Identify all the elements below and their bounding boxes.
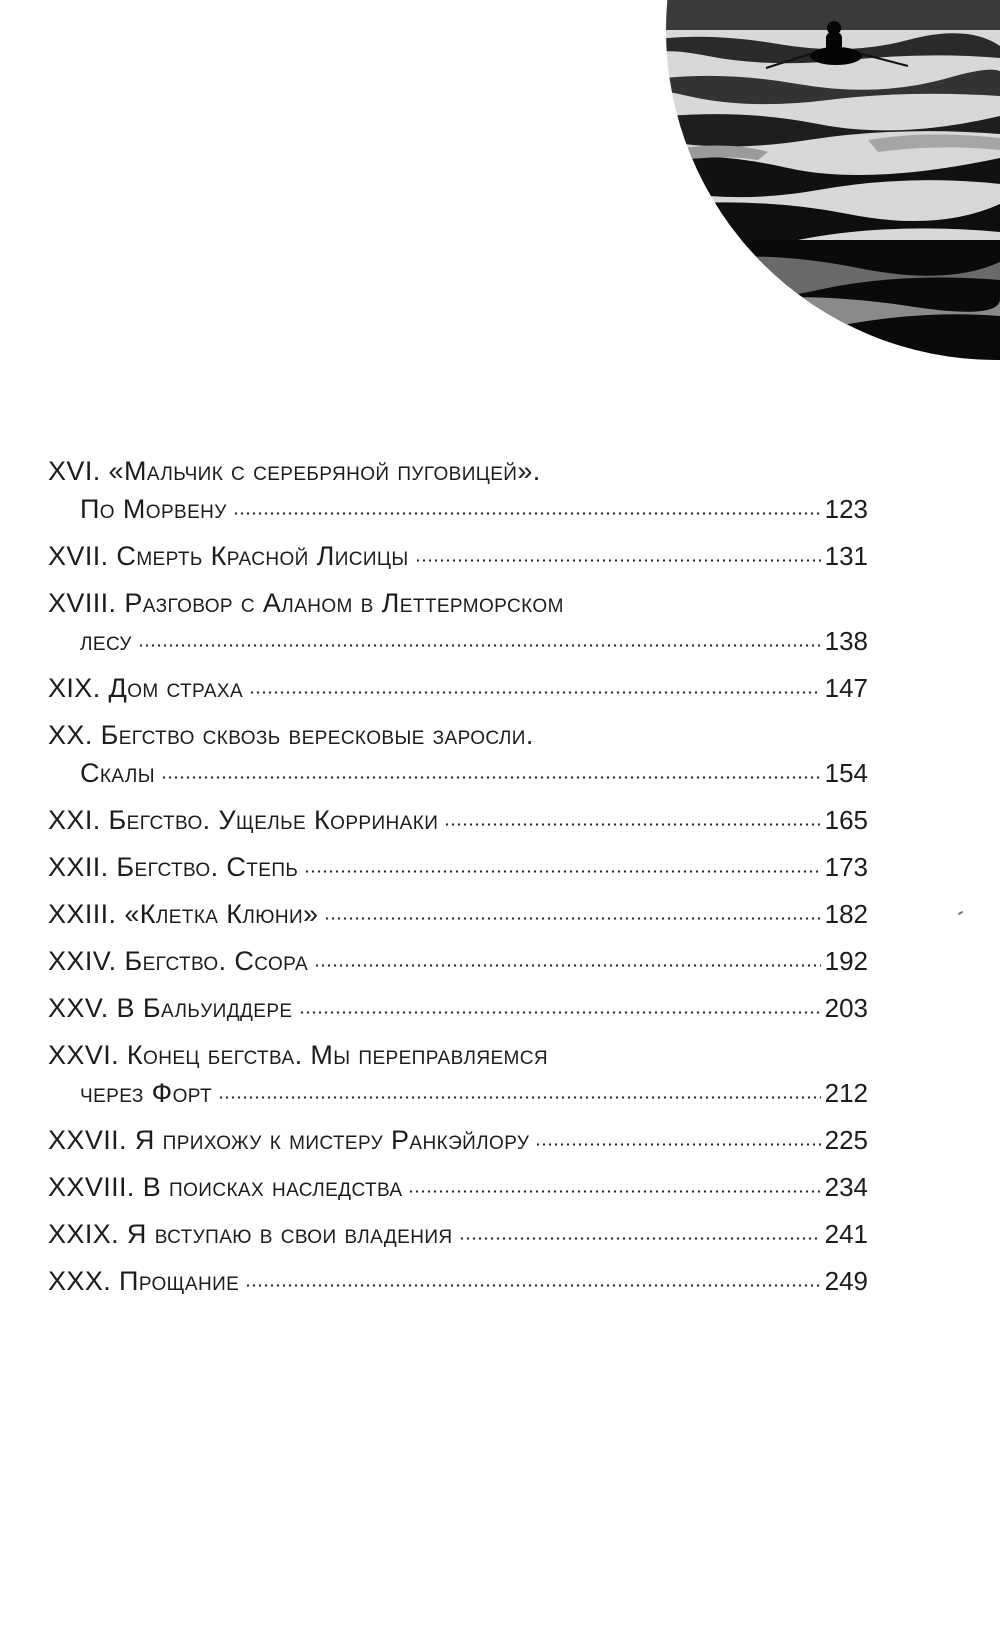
toc-title-continued: Скалы xyxy=(80,758,155,788)
dot-leader xyxy=(249,691,821,694)
toc-page-number: 225 xyxy=(824,1125,868,1155)
toc-title: XXX. Прощание xyxy=(48,1266,240,1296)
toc-page-number: 147 xyxy=(824,673,868,703)
toc-page-number: 131 xyxy=(824,541,868,571)
boat-on-water-illustration xyxy=(648,0,1000,368)
toc-entry[interactable] xyxy=(48,848,868,886)
toc-entry[interactable] xyxy=(48,989,868,1027)
dot-leader xyxy=(459,1237,821,1240)
dot-leader xyxy=(218,1096,821,1099)
dot-leader xyxy=(299,1011,821,1014)
toc-page-number: 154 xyxy=(824,758,868,788)
toc-page-number: 173 xyxy=(824,852,868,882)
dot-leader xyxy=(304,870,820,873)
toc-title: XXVI. Конец бегства. Мы переправляемся xyxy=(48,1040,548,1070)
dot-leader xyxy=(324,917,820,920)
toc-title: XXVII. Я прихожу к мистеру Ранкэйлору xyxy=(48,1125,530,1155)
toc-page-number: 192 xyxy=(824,946,868,976)
toc-title: XIX. Дом страха xyxy=(48,673,244,703)
dot-leader xyxy=(415,559,821,562)
toc-entry[interactable] xyxy=(48,1121,868,1159)
toc-entry[interactable] xyxy=(48,669,868,707)
toc-page-number: 123 xyxy=(824,494,868,524)
dot-leader xyxy=(245,1284,820,1287)
toc-page-number: 203 xyxy=(824,993,868,1023)
toc-entry[interactable] xyxy=(48,452,868,528)
toc-title: XXVIII. В поисках наследства xyxy=(48,1172,403,1202)
toc-entry[interactable] xyxy=(48,537,868,575)
dot-leader xyxy=(314,964,821,967)
toc-title: XVIII. Разговор с Аланом в Леттерморском xyxy=(48,588,564,618)
toc-entry[interactable] xyxy=(48,942,868,980)
toc-entry[interactable] xyxy=(48,716,868,792)
toc-title-continued: лесу xyxy=(80,626,132,656)
toc-entry[interactable] xyxy=(48,801,868,839)
toc-entry[interactable] xyxy=(48,1168,868,1206)
toc-page-number: 212 xyxy=(824,1078,868,1108)
toc-title: XXII. Бегство. Степь xyxy=(48,852,299,882)
table-of-contents xyxy=(48,452,868,1309)
toc-entry[interactable] xyxy=(48,584,868,660)
dot-leader xyxy=(233,512,821,515)
toc-entry[interactable] xyxy=(48,895,868,933)
toc-entry[interactable] xyxy=(48,1262,868,1300)
toc-page-number: 234 xyxy=(824,1172,868,1202)
toc-title: XX. Бегство сквозь вересковые заросли. xyxy=(48,720,534,750)
toc-title: XXIV. Бегство. Ссора xyxy=(48,946,309,976)
toc-page-number: 138 xyxy=(824,626,868,656)
ink-speck xyxy=(958,911,963,915)
toc-title: XXIX. Я вступаю в свои владения xyxy=(48,1219,453,1249)
toc-title: XXV. В Бальуиддере xyxy=(48,993,293,1023)
toc-entry[interactable] xyxy=(48,1036,868,1112)
toc-title: XVII. Смерть Красной Лисицы xyxy=(48,541,409,571)
toc-title: XVI. «Мальчик с серебряной пуговицей». xyxy=(48,456,541,486)
toc-page-number: 249 xyxy=(824,1266,868,1296)
toc-title: XXIII. «Клетка Клюни» xyxy=(48,899,319,929)
dot-leader xyxy=(138,644,821,647)
toc-page-number: 182 xyxy=(824,899,868,929)
dot-leader xyxy=(161,776,821,779)
toc-page-number: 241 xyxy=(824,1219,868,1249)
dot-leader xyxy=(408,1190,820,1193)
dot-leader xyxy=(535,1143,820,1146)
toc-title-continued: По Морвену xyxy=(80,494,227,524)
toc-page-number: 165 xyxy=(824,805,868,835)
toc-title-continued: через Форт xyxy=(80,1078,212,1108)
toc-title: XXI. Бегство. Ущелье Корринаки xyxy=(48,805,439,835)
toc-entry[interactable] xyxy=(48,1215,868,1253)
dot-leader xyxy=(444,823,820,826)
